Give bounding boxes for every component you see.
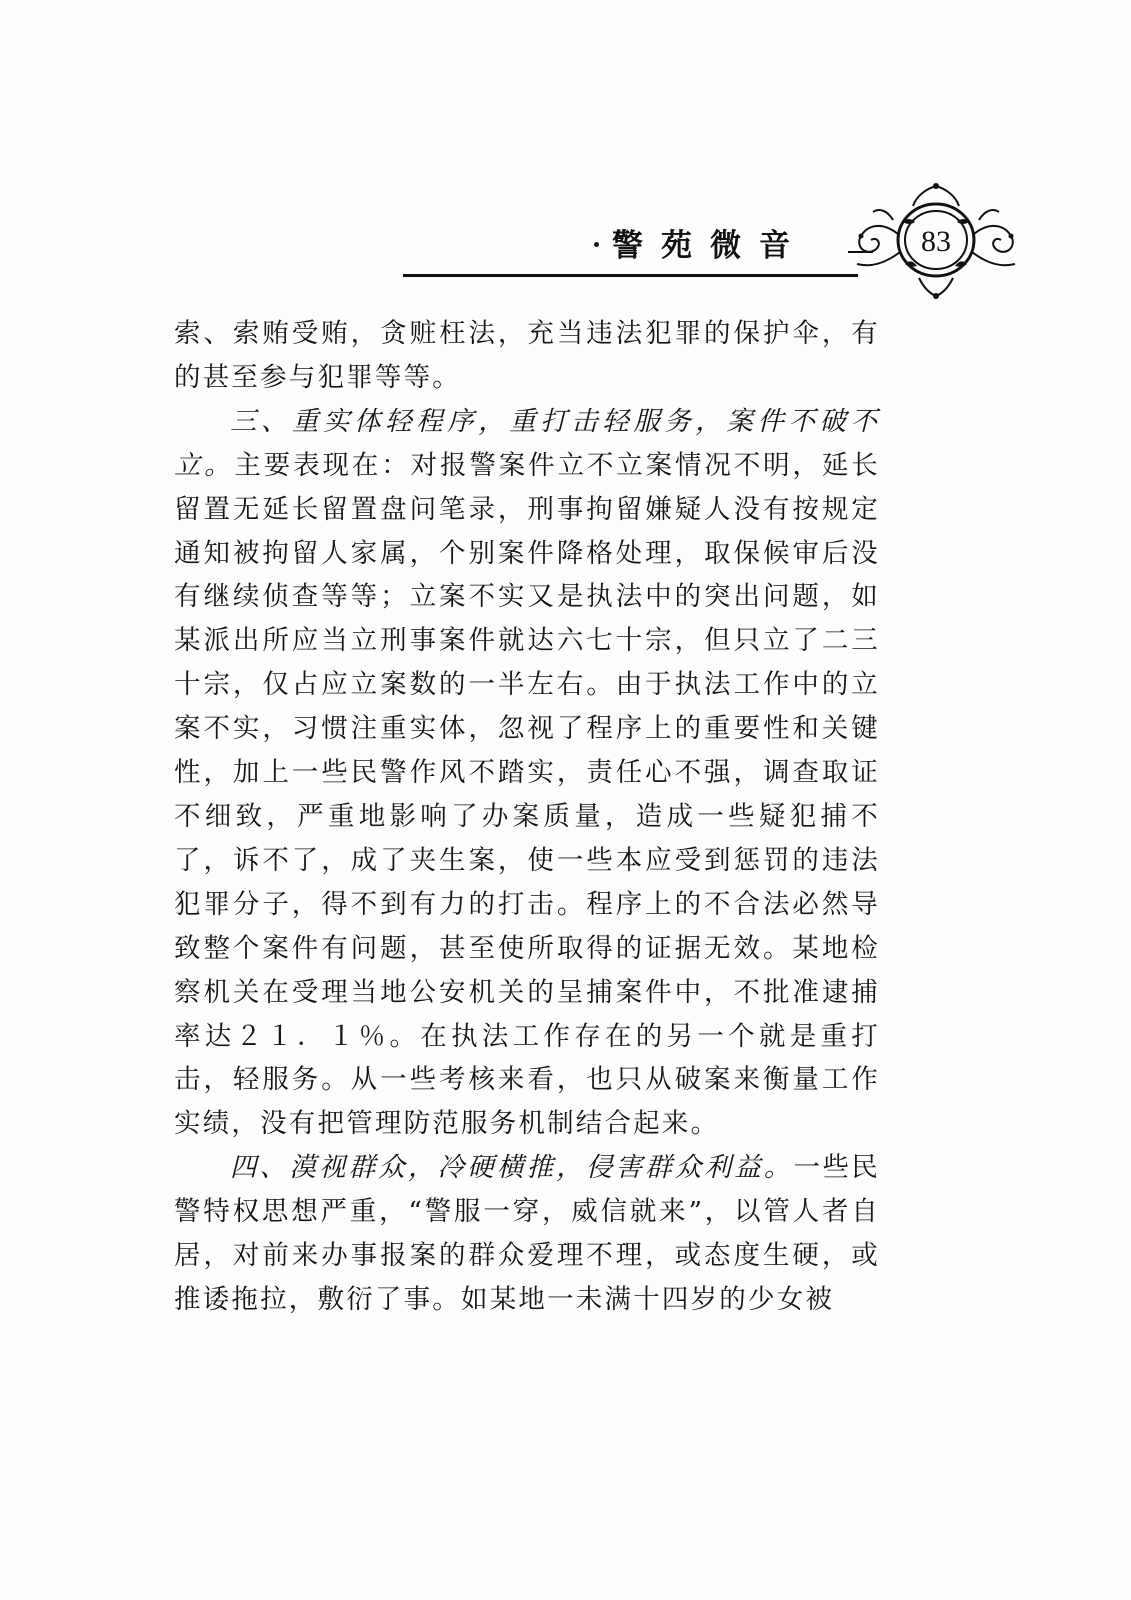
section-heading: 三、重实体轻程序，重打击轻服务，案件不破不立。 — [174, 405, 880, 481]
paragraph-text: 主要表现在：对报警案件立不立案情况不明，延长留置无延长留置盘问笔录，刑事拘留嫌疑人没有按规定通知被拘留人家属，个别案件降格处理，取保候审后没有继续侦查等等；立案不实又是执法中的突出问题，如某派出所应当立刑事案件就达六七十宗，但只立了二三十宗，仅占应立案数的一半左右。由于执法工作中的立案不实，习惯注重实体，忽视了程序上的重要性和关键性，加上一些民警作风不踏实，责任心不强，调查取证不细致，严重地影响了办案质量，造成一些疑犯捕不了，诉不了，成了夹生案，使一些本应受到惩罚的违法犯罪分子，得不到有力的打击。程序上的不合法必然导致整个案件有问题，甚至使所取得的证据无效。某地检察机关在受理当地公安机关的呈捕案件中，不批准逮捕率达２１．１％。在执法工作存在的另一个就是重打击，轻服务。从一些考核来看，也只从破案来衡量工作实绩，没有把管理防范服务机制结合起来。 — [174, 449, 880, 1140]
header-rule — [403, 274, 858, 277]
paragraph-continued — [174, 312, 880, 400]
running-header — [0, 0, 1131, 300]
paragraph-text: 一些民警特权思想严重，“警服一穿，威信就来”，以管人者自居，对前来办事报案的群众爱理不理，或态度生硬，或推诿拖拉，敷衍了事。如某地一未满十四岁的少女被 — [174, 1152, 881, 1315]
page-number: 83 — [921, 225, 951, 258]
paragraph-section-3 — [174, 400, 880, 1146]
header-dot — [594, 242, 599, 247]
paragraph-text: 索、索贿受贿，贪赃枉法，充当违法犯罪的保护伞，有的甚至参与犯罪等等。 — [174, 318, 880, 393]
book-title: 警苑微音 — [612, 228, 808, 264]
paragraph-section-4 — [174, 1146, 880, 1322]
body-text — [174, 312, 880, 1322]
section-heading: 四、漠视群众，冷硬横推，侵害群众利益。 — [230, 1152, 794, 1184]
